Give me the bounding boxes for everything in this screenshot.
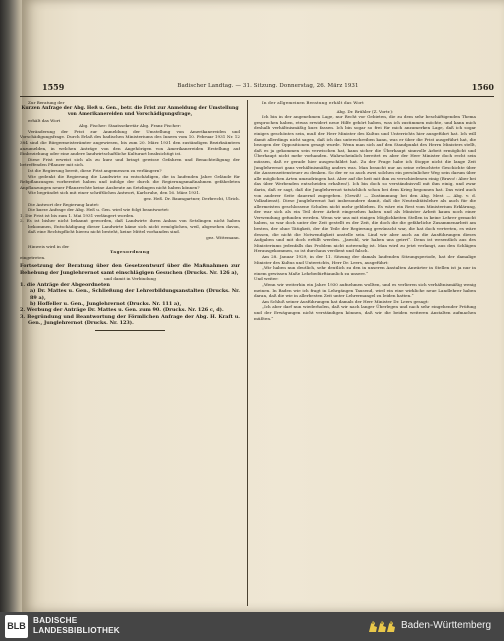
paragraph: In der allgemeinen Beratung erhält das Wort — [262, 100, 365, 105]
paragraph: eingetreten. — [20, 254, 46, 260]
quotation: „Wir haben nun deutlich, sehr deutlich zu den in unseren Anstalten Anwärter in Stellen ist ja nur in einem gewissen Maße Lehrbedürftiaunlich zu unsere.“ — [254, 265, 476, 276]
paragraph: Ist die Regierung bereit, diese Frist angemessen zu verlängern? — [28, 167, 162, 173]
state-name: Baden-Württemberg — [401, 620, 492, 631]
agenda-item: 3. Begründung und Beantwortung der Förmlichen Anfrage der Abg. H. Kraft u. Gen., Junglehrernot (Drucks. Nr. 123). — [20, 313, 240, 327]
library-name-line2: LANDESBIBLIOTHEK — [33, 626, 120, 635]
page-number-right: 1560 — [471, 82, 494, 92]
agenda-subitem: a) Dr. Mattes u. Gen., Schließung der Lehrerbildungsanstalten (Drucks. Nr. 89 a), — [30, 288, 240, 301]
column-divider — [247, 100, 248, 606]
quotation: „Wenn wir weiterhin ein Jahre 1930 aufnehmen wollten, und es verlieren sich verhältnismäßig wenig meinen. In Baden wie ich fragt in Lehrgängen Tausend, wird ein eine wirkliche neue Landlehrer haben daran, daß die wie in allerbesten Zeit unter Lehrermangel zu leiden hatten.“ — [254, 282, 476, 299]
paragraph: Wie gedenkt die Regierung die Landwirte zu entschädigen, die in laufenden Jahre Gelände für Rebpflanzungen vorbereitet haben und infolge der durch die Regierungsmaßnahmen gefährdeten Anpflanzungen neuer Pflanzrechte keine Ausbeute an Setzlingen nicht haben können? — [20, 173, 240, 190]
speaker-line: Abg. Fischer: Staatssekretär Abg. Franz Fischer: — [79, 123, 181, 129]
running-header: Badischer Landtag. — 31. Sitzung. Donnerstag, 26. März 1931 — [177, 83, 359, 89]
paragraph: Die Antwort der Regierung lautet: — [28, 201, 100, 207]
paragraph: Veränderung der Frist zur Anmeldung der Umstellung von Amerikanereiden und Vorschädigungsfrage. Durch Erlaß des badischen Ministeriums des Innern vom 10. Februar 1931 Nr. 12 384 sind die Bürgermeisterämter angewiesen, bis zum 20. März 1931 den zuständigen Bezirksämtern anzumelden, in welchen Anträge von den Angehörigen von Amerikanereiden Erstellung auf Einbeziehung oder eine andere landwirtschaftliche Kulturart beabsichtigt ist. — [20, 128, 240, 157]
agenda-subitem: b) Hoffeller u. Gen., Junglehrernot (Drucks. Nr. 111 a), — [30, 301, 182, 308]
paragraph: Wie begründet sich mit einer schriftlichen Antwort, Karlsruhe, den 16. März 1931. — [28, 190, 201, 196]
signature-line: gez. Heß. Dr. Baumgartner, Derbrecht, Ulrich. — [143, 195, 240, 201]
paragraph: Die kurze Anfrage der Abg. Heß u. Gen. wird wie folgt beantwortet: — [28, 207, 170, 213]
agenda-item: Fortsetzung der Beratung über den Gesetzentwurf über die Maßnahmen zur Behebung der Junglehrernot samt einschlägigen Gesuchen (Drucks. Nr. 126 a), — [20, 263, 240, 276]
paragraph: Am 28. Januar 1929, in der 11. Sitzung der damals laufenden Sitzungsperiode, hat der damalige Minister des Kultus und Unterrichts, Herr Dr. Leers, ausgeführt: — [254, 254, 476, 265]
paragraph: Am Schluß seiner Ausführungen hat damals der Herr Minister Dr. Leers gesagt: — [262, 298, 429, 304]
signature-line: gez. Wittemann. — [206, 235, 240, 241]
paragraph: Diese Frist erweist sich als zu kurz und bringt gewisse Gefahren und Benachteiligung der betreffenden Pflanzer mit sich. — [20, 156, 240, 168]
baden-wuerttemberg-lions-icon — [366, 618, 396, 635]
speaker-line: Abg. Dr. Brühler (Z. Vortr.): — [336, 108, 394, 114]
paragraph: erhält das Wort — [28, 117, 61, 123]
paragraph: Ich bin in der angenehmen Lage, nur Recht vor Gebieten, die zu dem sehr beschäftigenden Thema gesprochen haben, etwas erwidert neue Hilfe gehört haben, was ich zustimmen möchte, und kann mich deshalb verhältnismäßig kurz fassen. Ich bin sogar so frei für mich anzumerken Lage, daß ich sogar einiges geschöntes sein, muß der Herr Minister des Kultus und Unterrichts hier ausgeführt hat. Ich will damit allerdings nicht sagen, daß ich das unterschreiben kann, was er über die Frist ausgeführt hat, die bezogen der Oppositionen gesagt wurde. Wenn man sich auf den Standpunkt des Herrn Ministers stellt, daß es ja gekommen sein verwischen hat, kann sicher die Überhaupt sinnvolle Arbeit ermöglicht und Überhaupt nicht mehr vorhanden. Wahrscheinlich bereitet es aber der Herr Minister doch recht sein müssen, daß er gerade hier ausgeschildet hat. Zu der Frage habe ich Stoppe nicht die lange Zeit Junglehrernot ganz verhältnismäßig anders was. Man braucht nur an seine erleuchtete Geschichte über die Aussenseitensteuer zu denken. So der er so auch zwei solchen ein persönlicher Weg sein darum über alle möglichen Arten umzudringen hat. Aber auf die heit mit ihm zu verschiedenen einig (Bravo!: Aber bei das über Werbenden entscheiden erhalten!). Ich bin doch so verständnisvoll mit ihm einig, und zwar darin, daß er sagt, daß die Junglehrernot tatsächlich schon bei dem Krieg begonnen hat. Das wird auch von anderer Seite dauernd zugegeben. (Gewiß! — Zustimmung bei den Abg. Mest — Abg. v. d. Volksdienst). Diese Junglehrernot hat insbesondere damit, daß die Neutralitätslehre als auch für die allermeisten geschlossene Schulen nicht mehr geblieben. Es wäre ein Rest vom Ministerium Erklärung, der war sich als ein Teil derer Arbeit eingesehen haben und als Minister Arbeit kaum noch einer Verwendung gefunden werden. Wenn wir uns mit einigen Möglichkeiten Stellen in keine Lehrer gemacht haben, so war doch unter der Zeit gestellt es der Zeit, die doch die die gefährliche Zusammenarbeit am besten, der ohne Tätigkeit, der die Teile der Regierung gewünscht war, die hat doch vertreten, es wäre dessen, die nicht die Notwendigkeit anstelle sein. Lind wir aber auch an die Ausführungen dieses Aufgaben und mit doch erfüllt werden. „Jawohl, wir haben uns geirrt“. Denn ist wesentlich aus des Ministeriums jedenfalls das Problem nicht notwendig ist. Man wird zu jetzt verlangt, aus den Schlägen Herausgekommen, so ist durchaus verdient und falsch. — [254, 114, 476, 254]
library-name — [33, 616, 120, 636]
right-column — [254, 100, 476, 610]
footer-bar — [0, 612, 504, 641]
section-heading: Kurzen Anfrage der Abg. Heß u. Gen., betr. die Frist zur Anmeldung der Umstellung von Amerikanereiden und Vorschädigungsfrage, — [21, 105, 239, 117]
list-item: 1. Die Frist ist bis zum 1. Mai 1931 verlängert worden. — [20, 212, 135, 218]
agenda-item: 1. die Anträge der Abgeordneten — [20, 281, 110, 288]
quotation: „Ich aber darf nun wiederholen, daß wir nach langer Überlegen und nach sehr eingehender Prüfung und der Erwägungen nicht verständigen können, daß wir die beiden weiteren Anstalten aufmachen müßten.“ — [254, 304, 476, 321]
section-divider — [95, 330, 165, 331]
page-header — [42, 82, 494, 96]
library-name-line1: BADISCHE — [33, 616, 78, 625]
list-item: 2. Es ist bisher nicht bekannt geworden, daß Landwirte ihren Anbau von Setzlingen nicht haben bekommen, Entschädigung dieser Landwirte käme sich nicht ermöglichen, weil, abgesehen davon, daß eine Rechtspflicht hierzu nicht besteht, keine Mittel vorhanden sind. — [20, 218, 240, 235]
agenda-item: 2. Werbung der Anträge Dr. Mattes u. Gen. zum 90. (Drucks. Nr. 126 c, d). — [20, 307, 224, 314]
blb-logo-icon: BLB — [5, 615, 28, 638]
left-column — [20, 100, 240, 610]
paragraph: Und weiter: — [254, 276, 279, 282]
paragraph: Hinweis wird in der — [28, 243, 70, 249]
page-number-left: 1559 — [42, 82, 65, 92]
header-rule — [20, 96, 494, 97]
paragraph: und damit in Verbindung — [104, 276, 156, 282]
paragraph: Zur Beratung der — [28, 100, 65, 105]
agenda-heading: Tagesordnung — [110, 249, 150, 255]
